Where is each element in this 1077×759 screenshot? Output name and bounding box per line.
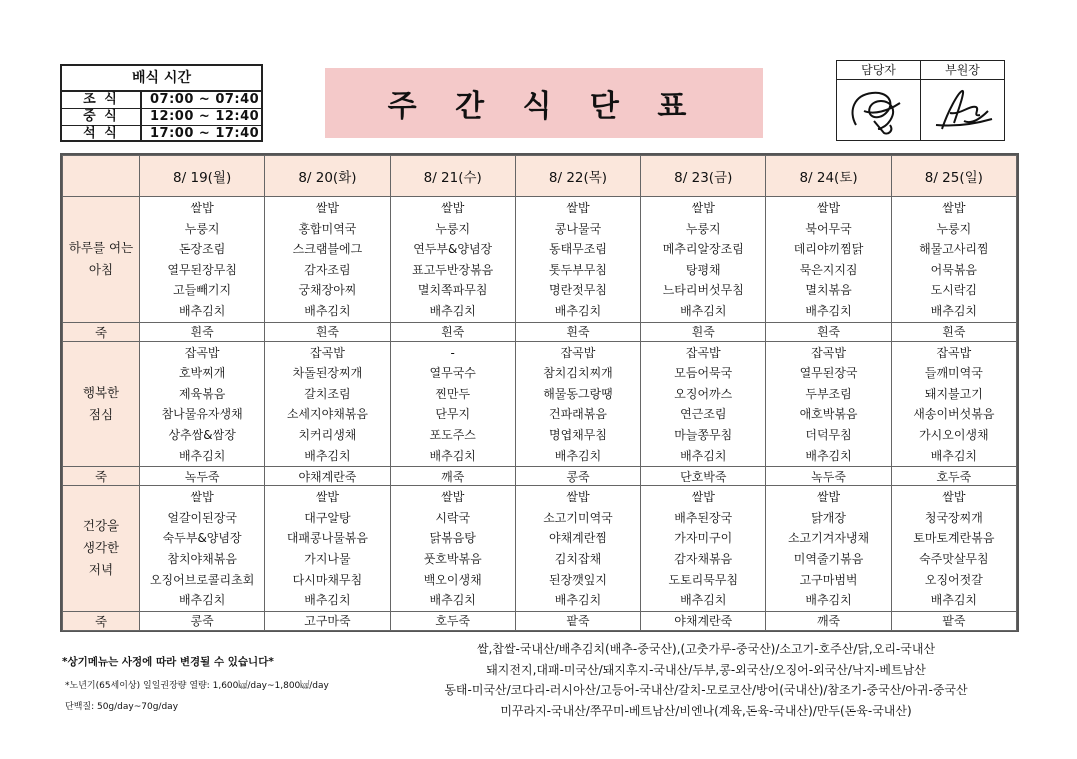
menu-item: 누룽지 (936, 221, 972, 236)
day-header: 8/ 19(월) (140, 156, 265, 197)
menu-cell (140, 486, 265, 612)
juk-cell: 고구마죽 (265, 611, 390, 630)
day-header: 8/ 21(수) (390, 156, 515, 197)
menu-item: 치커리생채 (298, 427, 357, 442)
menu-item: 배추김치 (930, 303, 978, 318)
menu-item: 도토리묵무침 (668, 572, 739, 587)
juk-cell: 단호박죽 (641, 467, 766, 486)
juk-label: 죽 (63, 467, 140, 486)
menu-item: 배추된장국 (674, 510, 733, 525)
menu-item: 배추김치 (178, 593, 226, 608)
breakfast-label (63, 197, 140, 323)
serving-time-value: 17:00 ~ 17:40 (150, 126, 260, 141)
meal-label-line: 저녁 (88, 562, 114, 578)
lunch-juk-row (63, 467, 1017, 486)
menu-item: 잡곡밥 (560, 345, 596, 360)
serving-row-breakfast (62, 92, 261, 109)
menu-item: 배추김치 (930, 448, 978, 463)
meal-label-line: 점심 (88, 406, 114, 422)
menu-cell (390, 197, 515, 323)
menu-item: 참치김치찌개 (543, 366, 613, 381)
menu-item: 돈장조림 (178, 242, 226, 257)
menu-item: 백오이생채 (423, 572, 482, 587)
menu-item: 포도주스 (429, 427, 476, 442)
meal-label-line: 건강을 (82, 518, 120, 534)
menu-cell (515, 197, 640, 323)
menu-cell (766, 341, 891, 467)
approval-column-vice-director (921, 61, 1004, 140)
menu-change-notice: *상기메뉴는 사정에 따라 변경될 수 있습니다* (62, 656, 274, 668)
menu-item: 야채계란찜 (549, 531, 607, 546)
menu-item: 들깨미역국 (924, 366, 983, 381)
lunch-row (63, 341, 1017, 467)
menu-item: 감자채볶음 (674, 551, 733, 566)
menu-cell (891, 197, 1016, 323)
menu-cell (265, 197, 390, 323)
juk-cell: 팥죽 (515, 611, 640, 630)
menu-item: 제육볶음 (178, 386, 226, 401)
menu-item: 배추김치 (178, 448, 226, 463)
menu-item: 배추김치 (930, 593, 978, 608)
menu-item: 홍합미역국 (298, 221, 357, 236)
approval-box (836, 60, 1005, 141)
manager-signature (837, 80, 920, 140)
juk-cell: 흰죽 (140, 322, 265, 341)
calorie-recommendation: *노년기(65세이상) 일일권장량 열량: 1,600㎉/day~1,800㎉/day (65, 681, 329, 691)
signature-scribble-icon (928, 81, 998, 139)
day-header: 8/ 22(목) (515, 156, 640, 197)
menu-item: 단무지 (435, 407, 471, 422)
breakfast-row (63, 197, 1017, 323)
juk-cell: 흰죽 (390, 322, 515, 341)
menu-cell (515, 486, 640, 612)
juk-cell: 콩죽 (515, 467, 640, 486)
juk-cell: 깨죽 (390, 467, 515, 486)
day-header: 8/ 24(토) (766, 156, 891, 197)
juk-cell: 콩죽 (140, 611, 265, 630)
day-header: 8/ 25(일) (891, 156, 1016, 197)
menu-item: 두부조림 (805, 386, 852, 401)
menu-item: 호박찌개 (178, 366, 226, 381)
juk-cell: 호두죽 (390, 611, 515, 630)
menu-item: 애호박볶음 (799, 407, 858, 422)
menu-cell (390, 341, 515, 467)
menu-item: 배추김치 (429, 448, 476, 463)
origin-line: 쌀,찹쌀-국내산/배추김치(배추-중국산),(고춧가루-중국산)/소고기-호주산/닭,오리-국내산 (476, 642, 936, 656)
menu-cell (140, 197, 265, 323)
page-title: 주 간 식 단 표 (325, 68, 763, 138)
menu-item: 누룽지 (685, 221, 721, 236)
menu-item: 쌀밥 (942, 490, 966, 505)
menu-item: 숙두부&양념장 (162, 531, 242, 546)
menu-cell (891, 486, 1016, 612)
menu-item: 명엽채무침 (549, 427, 607, 442)
menu-item: 열무된장무침 (167, 262, 237, 277)
menu-item: 갈치조림 (304, 386, 351, 401)
menu-item: 탕평채 (685, 262, 721, 277)
menu-cell (641, 486, 766, 612)
day-header: 8/ 20(화) (265, 156, 390, 197)
menu-item: 시락국 (435, 510, 471, 525)
menu-item: 연두부&양념장 (413, 242, 493, 257)
juk-cell: 흰죽 (766, 322, 891, 341)
origin-line: 돼지전지,대패-미국산/돼지후지-국내산/두부,콩-외국산/오징어-외국산/낙지-베트남산 (486, 662, 926, 677)
menu-item: 돼지불고기 (924, 386, 983, 401)
menu-item: 건파래볶음 (549, 407, 607, 422)
juk-cell: 흰죽 (265, 322, 390, 341)
juk-cell: 야채계란죽 (641, 611, 766, 630)
menu-item: 가시오이생채 (919, 427, 989, 442)
menu-cell (390, 486, 515, 612)
juk-label: 죽 (63, 322, 140, 341)
weekly-menu-table (60, 153, 1019, 632)
menu-item: 더덕무침 (805, 427, 852, 442)
menu-cell (766, 486, 891, 612)
menu-item: 쌀밥 (190, 490, 214, 505)
menu-item: 된장깻잎지 (549, 572, 607, 587)
menu-item: 배추김치 (680, 593, 727, 608)
menu-item: 배추김치 (429, 593, 476, 608)
serving-time-value: 12:00 ~ 12:40 (150, 109, 260, 124)
menu-item: 닭개장 (811, 510, 846, 525)
serving-row-dinner (62, 126, 261, 142)
menu-item: 배추김치 (429, 303, 476, 318)
approval-column-manager (837, 61, 921, 140)
meal-label-line: 행복한 (82, 384, 120, 400)
dinner-juk-row (63, 611, 1017, 630)
menu-item: 소고기미역국 (543, 510, 613, 525)
menu-item: 소고기겨자냉채 (787, 531, 870, 546)
menu-item: 배추김치 (304, 593, 351, 608)
menu-item: 가지나물 (304, 551, 351, 566)
menu-item: 데리야끼찜닭 (793, 242, 864, 257)
menu-cell (265, 341, 390, 467)
menu-item: 배추김치 (554, 448, 602, 463)
juk-cell: 녹두죽 (766, 467, 891, 486)
approval-header: 담당자 (837, 61, 920, 80)
menu-item: 명란젓무침 (549, 283, 607, 298)
menu-item: 스크램블에그 (292, 242, 363, 257)
menu-item: 숙주맛살무침 (919, 551, 989, 566)
serving-time-header: 배식 시간 (62, 66, 261, 92)
lunch-label (63, 341, 140, 467)
menu-item: 고들빼기지 (173, 283, 232, 298)
menu-item: 배추김치 (805, 303, 852, 318)
menu-cell (766, 197, 891, 323)
juk-cell: 녹두죽 (140, 467, 265, 486)
menu-item: 배추김치 (554, 593, 602, 608)
menu-item: 소세지야채볶음 (286, 407, 368, 422)
origin-info (400, 639, 1012, 721)
menu-cell (641, 197, 766, 323)
juk-cell: 흰죽 (515, 322, 640, 341)
menu-item: 쌀밥 (190, 201, 214, 215)
signature-scribble-icon (844, 81, 914, 139)
menu-item: 쌀밥 (816, 201, 841, 215)
menu-item: 배추김치 (304, 303, 351, 318)
menu-item: 마늘쫑무침 (674, 427, 733, 442)
menu-item: 미역줄기볶음 (793, 551, 864, 566)
menu-item: 느타리버섯무침 (662, 283, 744, 298)
menu-item: 쌀밥 (566, 490, 590, 505)
menu-item: 배추김치 (178, 303, 226, 318)
serving-row-lunch (62, 109, 261, 126)
serving-meal-label: 조 식 (62, 92, 142, 108)
menu-item: 해물고사리찜 (919, 242, 989, 257)
menu-item: 멸치볶음 (805, 283, 852, 298)
juk-label: 죽 (63, 611, 140, 630)
dinner-label (63, 486, 140, 612)
menu-item: 쌀밥 (816, 490, 841, 505)
menu-item: 배추김치 (680, 448, 727, 463)
day-header-row (63, 156, 1017, 197)
menu-item: 배추김치 (680, 303, 727, 318)
day-header: 8/ 23(금) (641, 156, 766, 197)
menu-item: 쌀밥 (315, 490, 340, 505)
protein-recommendation: 단백질: 50g/day~70g/day (65, 702, 179, 712)
menu-item: 도시락김 (930, 283, 978, 298)
menu-item: 쌀밥 (691, 201, 715, 215)
approval-header: 부원장 (921, 61, 1004, 80)
menu-item: 묵은지지짐 (799, 262, 858, 277)
meal-label-line: 하루를 여는 (68, 240, 134, 256)
menu-item: 다시마채무침 (292, 572, 363, 587)
corner-cell (63, 156, 140, 197)
juk-cell: 흰죽 (891, 322, 1016, 341)
menu-item: 궁채장아찌 (298, 283, 357, 298)
menu-item: 쌀밥 (691, 490, 715, 505)
vice-director-signature (921, 80, 1004, 140)
menu-item: 잡곡밥 (811, 345, 846, 360)
juk-cell: 야채계란죽 (265, 467, 390, 486)
menu-item: 고구마범벅 (799, 572, 858, 587)
menu-item: 가자미구이 (674, 531, 733, 546)
menu-item: 잡곡밥 (310, 345, 345, 360)
menu-item: 닭볶음탕 (429, 531, 476, 546)
menu-cell (641, 341, 766, 467)
menu-item: 새송이버섯볶음 (913, 407, 995, 422)
menu-item: 배추김치 (805, 593, 852, 608)
meal-label-line: 아침 (88, 262, 114, 278)
serving-meal-label: 중 식 (62, 109, 142, 125)
menu-item: 감자조림 (304, 262, 351, 277)
menu-item: 대패콩나물볶음 (286, 531, 368, 546)
serving-time-box (60, 64, 263, 142)
menu-item: 쌀밥 (942, 201, 966, 215)
menu-item: 김치잡채 (554, 551, 602, 566)
menu-item: 해물동그랑땡 (543, 386, 613, 401)
menu-item: 배추김치 (304, 448, 351, 463)
menu-cell (265, 486, 390, 612)
menu-item: - (450, 345, 455, 360)
menu-item: 콩나물국 (554, 221, 602, 236)
menu-item: 표고두반장볶음 (412, 262, 494, 277)
menu-cell (140, 341, 265, 467)
origin-line: 동태-미국산/코다리-러시아산/고등어-국내산/갈치-모로코산/방어(국내산)/참조기-중국산/아귀-중국산 (444, 683, 968, 697)
menu-item: 배추김치 (805, 448, 852, 463)
menu-item: 쌀밥 (441, 201, 465, 215)
menu-item: 오징어브로콜리초회 (149, 572, 255, 587)
menu-item: 누룽지 (184, 221, 220, 236)
menu-item: 찐만두 (435, 386, 471, 401)
menu-item: 상추쌈&쌈장 (168, 427, 236, 442)
menu-item: 잡곡밥 (184, 345, 220, 360)
menu-item: 오징어까스 (674, 386, 733, 401)
juk-cell: 흰죽 (641, 322, 766, 341)
menu-item: 잡곡밥 (685, 345, 721, 360)
menu-item: 쌀밥 (315, 201, 340, 215)
menu-item: 잡곡밥 (936, 345, 972, 360)
menu-item: 배추김치 (554, 303, 602, 318)
menu-cell (891, 341, 1016, 467)
menu-item: 연근조림 (680, 407, 727, 422)
juk-cell: 깨죽 (766, 611, 891, 630)
menu-item: 참치야채볶음 (167, 551, 237, 566)
serving-time-value: 07:00 ~ 07:40 (150, 92, 260, 107)
menu-item: 토마토계란볶음 (913, 531, 995, 546)
juk-cell: 팥죽 (891, 611, 1016, 630)
menu-item: 쌀밥 (441, 490, 465, 505)
breakfast-juk-row (63, 322, 1017, 341)
dinner-row (63, 486, 1017, 612)
menu-item: 동태무조림 (549, 242, 607, 257)
menu-item: 톳두부무침 (549, 262, 607, 277)
menu-item: 열무된장국 (799, 366, 858, 381)
menu-item: 열무국수 (429, 366, 476, 381)
menu-item: 차돌된장찌개 (292, 366, 363, 381)
juk-cell: 호두죽 (891, 467, 1016, 486)
menu-item: 북어무국 (805, 221, 852, 236)
menu-item: 오징어젓갈 (924, 572, 983, 587)
menu-item: 청국장찌개 (924, 510, 983, 525)
serving-meal-label: 석 식 (62, 126, 142, 142)
menu-item: 메추리알장조림 (662, 242, 744, 257)
meal-label-line: 생각한 (82, 540, 120, 556)
menu-item: 멸치쪽파무침 (417, 283, 488, 298)
menu-item: 어묵볶음 (930, 262, 978, 277)
menu-item: 얼갈이된장국 (167, 510, 237, 525)
origin-line: 미꾸라지-국내산/쭈꾸미-베트남산/비엔나(계육,돈육-국내산)/만두(돈육-국내산) (500, 703, 912, 718)
menu-item: 풋호박볶음 (423, 551, 482, 566)
menu-item: 대구알탕 (304, 510, 351, 525)
menu-item: 쌀밥 (566, 201, 590, 215)
menu-item: 누룽지 (435, 221, 471, 236)
menu-item: 모듬어묵국 (674, 366, 733, 381)
menu-item: 참나물유자생채 (161, 407, 243, 422)
menu-cell (515, 341, 640, 467)
